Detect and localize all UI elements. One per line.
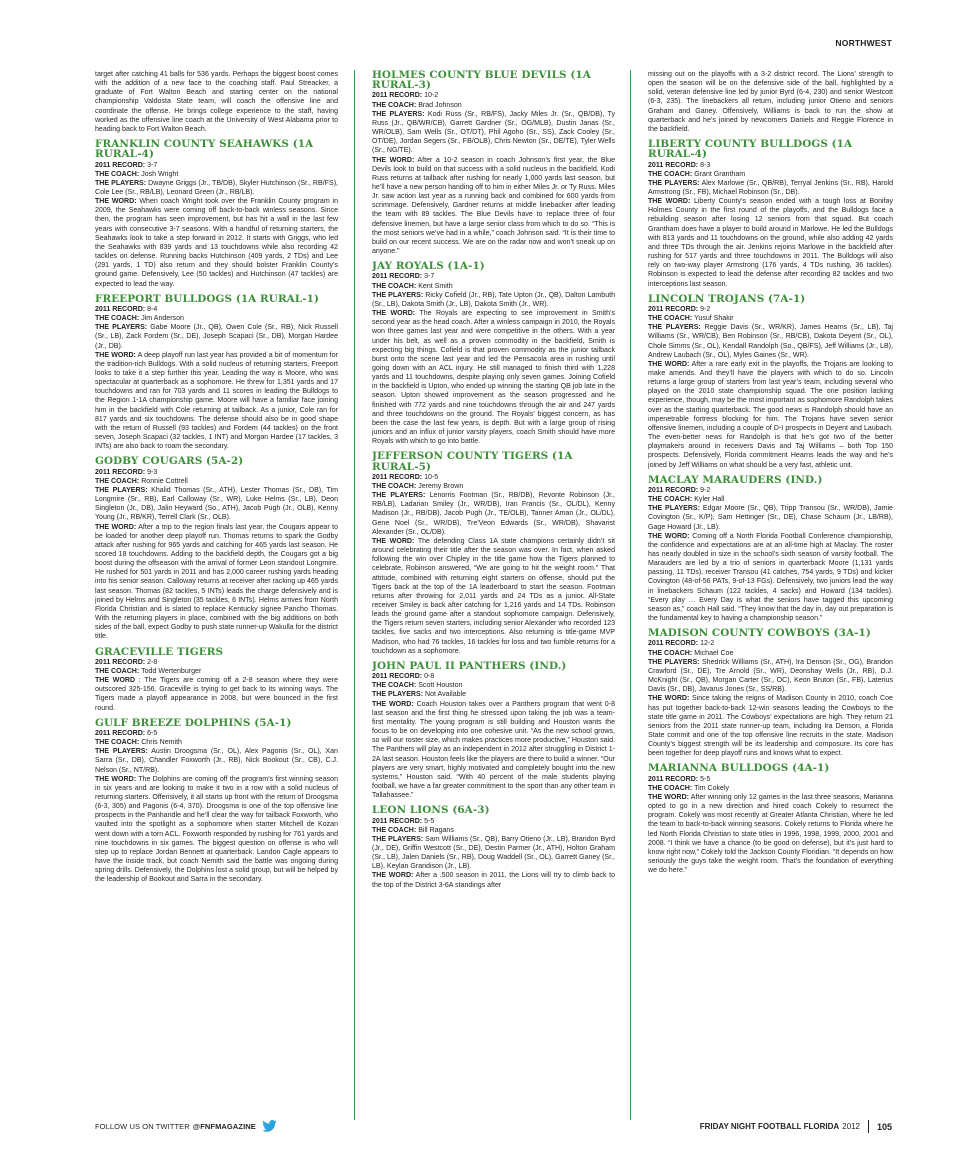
field-value: Kodi Russ (Sr., RB/FS), Jacky Miles Jr. (Sr., QB/DB), Ty Russ (Jr., QB/WR/CB), Garrett Gardner (Sr., OG/MLB), Dustin Janas (Sr., WR/OLB), Sam Wells (Sr., OT/DT), Phil Agoho (Sr., SS), Zack Cooley (Sr., OT/DE), Jordan Segers (Sr., FB/OLB), Chris Newton (Sr., DE/TE), Tyler Wells (Sr., NG/TE). xyxy=(372,110,615,155)
field-value: After a trip to the region finals last year, the Cougars appear to be loaded for another deep playoff run. Thomas returns to spark the Godby attack after rushing for 965 yards and catching for 465 yards last season. He scored 18 touchdowns. Adding to the backfield depth, the Cougars got a big boost during the offseason with the arrival of former Leon standout Longmire. He rushed for 501 yards in 2011 and has 2,000 career rushing yards heading into his senior season. Calloway returns at receiver after racking up 465 yards last season. Thomas (82 tackles, 5 INTs) leads the charge defensively and is joined by Helms and Singleton (35 tackles, 6 INTs). Helms arrives from North Florida Christian and is slated to replace Kentucky signee Pancho Thomas. With the returning players in place, combined with the big additions on both sides of the ball, expect Godby to push state runner-up Wakulla for the district title. xyxy=(95,523,338,641)
field-label: 2011 RECORD: xyxy=(95,468,146,476)
team-field xyxy=(95,314,338,323)
team-field xyxy=(648,504,893,531)
field-value: Khalid Thomas (Sr., ATH), Lester Thomas (Sr., DB), Tim Longmire (Sr., RB), Earl Calloway (Sr., WR), Luke Helms (Sr., LB), Deon Singleton (Jr., DB), Jalin Heyward (So., ATH), Jacob Pugh (Jr., OLB), Kenny Young (Jr., RB/KR), Terrell Clark (Sr., OLB). xyxy=(95,486,338,522)
field-label: THE PLAYERS: xyxy=(648,658,700,666)
field-value: 6-5 xyxy=(147,729,158,737)
field-label: 2011 RECORD: xyxy=(95,161,146,169)
team-preview xyxy=(372,451,615,656)
article-column-1 xyxy=(95,70,338,1118)
field-label: THE WORD: xyxy=(95,523,137,531)
column-divider xyxy=(630,70,631,1120)
field-value: Jim Anderson xyxy=(141,315,184,323)
field-label: THE COACH: xyxy=(648,315,693,323)
field-label: THE COACH: xyxy=(372,282,417,290)
team-field xyxy=(95,197,338,289)
team-field xyxy=(648,532,893,624)
team-preview xyxy=(95,139,338,289)
team-field xyxy=(372,835,615,872)
field-value: Bill Ragans xyxy=(418,826,454,834)
field-value: Austin Droogsma (Sr., OL), Alex Pagonis (Sr., OL), Xan Sarra (Sr., DB), Chandler Foxworth (Jr., RB), Nick Bookout (Sr., CB), C.J. Nelson (Sr., NT/RB). xyxy=(95,748,338,774)
team-field xyxy=(95,323,338,350)
field-label: THE PLAYERS: xyxy=(372,835,424,843)
field-label: 2011 RECORD: xyxy=(648,775,699,783)
field-value: 2-8 xyxy=(147,658,158,666)
field-value: Gabe Moore (Jr., QB), Owen Cole (Sr., RB), Nick Russell (Sr., LB), Zack Fordem (Sr., DE), Joseph Scapaci (Sr., DB), Morgan Hardee (Jr., DB). xyxy=(95,324,338,350)
magazine-name: FRIDAY NIGHT FOOTBALL FLORIDA xyxy=(699,1122,840,1131)
team-field xyxy=(372,272,615,281)
team-field xyxy=(648,197,893,289)
field-value: Since taking the reigns of Madison County in 2010, coach Coe has put together back-to-back 12-win seasons leading the Cowboys to the state title game in 2011. The Cowboys’ expectations are high. They return 21 seniors from the 2011 state runner-up team, including Ira Denson, a Florida State commit and one of the top offensive line recruits in the state. Madison County’s biggest strength will be its leadership and composure. Its core has been together for deep playoff runs and knows what to expect. xyxy=(648,695,893,758)
field-label: THE WORD: xyxy=(648,695,690,703)
field-value: After winning only 12 games in the last three seasons, Marianna opted to go in a new direction and hired coach Cokely to resurrect the program. Cokely was most recently at Greater Atlanta Christian, where he led the team to back-to-back winning seasons. Cokely returns to Florida where he led North Florida Christian to state titles in 1996, 1998, 1999, 2000, 2001 and 2008. “I think we have a chance (to be good on defense), but it’s just hard to know right now,” Cokely told the Jackson County Floridian. “It depends on how seriously the guys take the weight room. That’s the foundation of everything we do here.” xyxy=(648,794,893,875)
field-label: THE PLAYERS: xyxy=(95,486,148,494)
field-label: THE COACH: xyxy=(372,826,417,834)
field-value: When coach Wright took over the Franklin County program in 2009, the Seahawks were coming off back-to-back winless seasons. Since then, the program has seen improvement, but has hit a wall in the last few years with consecutive 3-7 seasons. With a handful of returning starters, the Seahawks look to take a step forward in 2012. It starts with Griggs, who led the Seahawks with 839 yards and 13 touchdowns while also recording 42 tackles on defense. Running backs Hutchinson (409 yards, 2 TDs) and Lee (291 yards, 1 TD) also return and they should bolster Franklin County’s ground game. Defensively, Lee (50 tackles) and Hutchinson (47 tackles) are expected to lead the way. xyxy=(95,198,338,288)
team-heading: JOHN PAUL II PANTHERS (IND.) xyxy=(372,659,567,672)
team-preview xyxy=(648,475,893,624)
team-field xyxy=(648,486,893,495)
field-label: 2011 RECORD: xyxy=(372,473,423,481)
page-footer xyxy=(700,1120,892,1133)
team-field xyxy=(648,793,893,875)
article-column-3 xyxy=(648,70,893,1118)
twitter-bird-icon xyxy=(262,1120,277,1132)
team-preview xyxy=(648,628,893,758)
field-value: Scott Houston xyxy=(418,682,463,690)
field-label: THE WORD: xyxy=(648,794,689,801)
page-number: 105 xyxy=(876,1121,892,1132)
team-preview xyxy=(95,294,338,452)
field-value: The Royals are expecting to see improvement in Smith’s second year as the head coach. After a winless campaign in 2010, the Royals won three games last year and were competitive in the others. With a year under his belt, as well as a proven commodity in the backfield, Smith is expecting big things. Cofield is that proven commodity as the junior tailback burst onto the scene last year and led the Pensacola area in rushing until going down with an ACL injury. He still managed to finish third with 1,228 yards and 11 touchdowns, despite playing only seven games. Joining Cofield in the backfield is Upton, who ended up winning the starting QB job late in the season. Upton showed improvement as the season progressed and he finished with 772 yards and nine touchdowns through the air and 247 yards and three touchdowns on the ground. The Royals’ biggest concern, as has been the case the last few years, is depth. But with a large group of rising juniors and an influx of junior varsity players, coach Smith should have more Royals with which to go into battle. xyxy=(372,310,615,446)
field-value: Coming off a North Florida Football Conference championship, the confidence and expectations are at an all-time high at Maclay. The roster has nearly doubled in size in the school’s sixth season of varsity football. The Marauders are led by a trio of seniors in quarterback Moore (1,131 yards passing, 11 TDs), receiver Transou (41 catches, 754 yards, 9 TDs) and kicker Covington (48-of-56 PATs, 9-of-13 FGs). Defensively, two juniors lead the way in linebackers Schaum (122 tackles, 4 sacks) and Howard (134 tackles). “Every play … Every Day is what the seniors have tagged this upcoming season as,” coach Hall said. “They know that the day in, day out preparation is the fundamental key to having a championship season.” xyxy=(648,532,893,623)
twitter-promo xyxy=(95,1120,277,1132)
team-heading: LEON LIONS (6A-3) xyxy=(372,804,490,817)
field-value: Lenorris Footman (Sr., RB/DB), Revonte Robinson (Jr., RB/LB), Ladarian Smiley (Jr., WR/DB), Iran Francis (Sr., OL/DL), Kenny Madison (Jr., RB/DB), Jacob Pugh (Jr., TE/OLB), Tanner Aman (Jr., OL/DL), Gene Noel (Sr., WR/DB), Tre’Veon Edwards (Sr., WR/DB), Shavarist Alexander (Sr., OL/DB). xyxy=(372,492,615,536)
team-preview xyxy=(372,261,615,446)
team-field xyxy=(95,738,338,747)
team-field xyxy=(648,784,893,793)
field-label: THE COACH: xyxy=(648,784,693,792)
field-label: THE WORD: xyxy=(372,156,415,164)
field-label: THE WORD xyxy=(95,677,136,685)
field-label: THE COACH: xyxy=(372,682,417,690)
team-field xyxy=(95,351,338,452)
field-label: THE WORD: xyxy=(372,700,414,708)
team-field xyxy=(372,473,615,482)
field-label: THE WORD: xyxy=(372,537,415,545)
field-label: THE COACH: xyxy=(648,170,693,178)
field-label: 2011 RECORD: xyxy=(648,486,699,494)
team-field xyxy=(95,305,338,314)
field-label: THE PLAYERS: xyxy=(95,324,148,332)
team-preview xyxy=(95,718,338,885)
field-value: Reggie Davis (Sr., WR/KR), James Hearns (Sr., LB), Taj Williams (Sr., WR/CB), Ben Robinson (Sr., RB/CB), Dakota Deyent (Sr., OL), Chole Simms (Sr., OL), Kendall Randolph (So., QB/FS), Jeff Williams (Jr., LB), Andrew Laubach (Sr., OL), Myles Gaines (Sr., WR). xyxy=(648,324,893,359)
team-field xyxy=(372,110,615,156)
field-label: 2011 RECORD: xyxy=(648,305,699,313)
field-label: THE COACH: xyxy=(648,649,693,657)
team-field xyxy=(95,747,338,774)
field-value: Alex Marlowe (Sr., QB/RB), Terryal Jenkins (Sr., RB), Harold Armstrong (Sr., FB), Michael Robinson (Sr., DB). xyxy=(648,179,893,196)
field-label: THE PLAYERS: xyxy=(648,179,700,187)
team-field xyxy=(95,468,338,477)
team-field xyxy=(648,775,893,784)
field-value: 9-2 xyxy=(700,305,711,313)
team-heading: JEFFERSON COUNTY TIGERS (1A RURAL-5) xyxy=(372,450,573,473)
field-value: Edgar Moore (Sr., QB), Tripp Transou (Sr., WR/DB), Jamie Covington (Sr., K/P), Sam Hettinger (Sr., DE), Chase Schaum (Jr., LB/RB), Gage Howard (Jr., LB). xyxy=(648,505,893,531)
field-value: Tim Cokely xyxy=(694,784,730,792)
team-heading: GULF BREEZE DOLPHINS (5A-1) xyxy=(95,716,292,729)
field-value: : The Tigers are coming off a 2-8 season where they were outscored 325-156. Graceville is trying to get back to its winning ways. The Tigers made a playoff appearance in 2008, but were bounced in the first round. xyxy=(95,677,338,712)
team-heading: HOLMES COUNTY BLUE DEVILS (1A RURAL-3) xyxy=(372,70,591,92)
field-value: Shedrick Williams (Sr., ATH), Ira Denson (Sr., OG), Brandon Crawford (Sr., DE), Tre Arnold (Sr., WR), Deonshay Wells (Jr., RB), D.J. McKnight (Sr., QB), Morgan Carter (Sr., OC), Keon Bruton (Sr., FB), Laterius Davis (Sr., DB), Javarus Jones (Sr., SS/RB). xyxy=(648,658,893,694)
field-label: THE WORD: xyxy=(372,310,416,318)
team-field xyxy=(95,486,338,523)
team-preview xyxy=(95,647,338,713)
field-label: THE WORD: xyxy=(95,198,137,206)
team-field xyxy=(95,667,338,676)
field-value: Kent Smith xyxy=(418,282,453,290)
field-label: THE WORD: xyxy=(648,532,690,540)
team-field xyxy=(372,871,615,889)
field-value: 9-2 xyxy=(700,486,711,494)
team-field xyxy=(372,309,615,446)
field-value: Grant Grantham xyxy=(694,170,746,178)
article-column-2 xyxy=(372,70,615,1118)
field-value: Coach Houston takes over a Panthers program that went 0-8 last season and the first thing he stressed upon taking the job was a team-first mentality. The young program is still building and Houston wants the focus to be on developing into one cohesive unit. “As the new school grows, so will our roster size, which makes practices more productive,” Houston said. The Panthers will play as an independent in 2012 after struggling in District 1-2A last season. Houston feels like the players are there to build a winner. “Our players are very smart, highly motivated and completely bought into the new systems,” Houston said. “With 40 percent of the male students playing football, we have a far greater commitment to the sport than any other team in Tallahassee.” xyxy=(372,700,615,800)
team-field xyxy=(372,690,615,699)
field-label: THE WORD: xyxy=(95,775,137,783)
field-value: Jeremy Brown xyxy=(418,482,464,490)
team-heading: FRANKLIN COUNTY SEAHAWKS (1A RURAL-4) xyxy=(95,138,314,161)
field-label: THE WORD: xyxy=(648,198,691,206)
team-field xyxy=(648,495,893,504)
footer-divider xyxy=(868,1120,869,1133)
field-value: After a .500 season in 2011, the Lions will try to climb back to the top of the District 3-6A standings after xyxy=(372,872,615,889)
field-value: Todd Wertenburger xyxy=(141,667,202,675)
team-field xyxy=(372,826,615,835)
field-value: Kyler Hall xyxy=(694,496,725,504)
team-preview xyxy=(648,139,893,289)
column-divider xyxy=(354,70,355,1120)
team-field xyxy=(372,700,615,801)
article-continuation xyxy=(95,70,338,134)
team-field xyxy=(95,170,338,179)
team-heading: GODBY COUGARS (5A-2) xyxy=(95,455,244,468)
team-field xyxy=(372,537,615,656)
team-field xyxy=(95,729,338,738)
field-label: THE PLAYERS: xyxy=(372,691,424,699)
team-heading: MADISON COUNTY COWBOYS (3A-1) xyxy=(648,627,871,640)
field-value: 8-3 xyxy=(700,161,711,169)
field-value: Not Available xyxy=(425,691,467,699)
team-heading: MARIANNA BULLDOGS (4A-1) xyxy=(648,762,830,775)
twitter-handle[interactable]: @FNFMAGAZINE xyxy=(192,1121,256,1131)
team-field xyxy=(648,639,893,648)
team-field xyxy=(95,477,338,486)
team-field xyxy=(648,170,893,179)
team-field xyxy=(372,101,615,110)
field-value: Ricky Cofield (Jr., RB), Tate Upton (Jr., QB), Dalton Lambuth (Sr., LB), Dakota Smith (Jr., LB), Dakota Smith (Jr., WR). xyxy=(372,291,615,308)
article-continuation xyxy=(648,70,893,134)
field-label: THE COACH: xyxy=(95,667,140,675)
field-value: 8-4 xyxy=(147,305,158,313)
team-field xyxy=(648,649,893,658)
field-label: THE COACH: xyxy=(648,496,693,504)
team-heading: JAY ROYALS (1A-1) xyxy=(372,260,485,273)
team-field xyxy=(648,305,893,314)
team-field xyxy=(648,360,893,470)
team-heading: LINCOLN TROJANS (7A-1) xyxy=(648,292,806,305)
field-label: 2011 RECORD: xyxy=(372,273,423,281)
field-value: Michael Coe xyxy=(694,649,734,657)
field-value: 9-3 xyxy=(147,468,158,476)
team-preview xyxy=(372,805,615,889)
team-field xyxy=(372,291,615,309)
team-field xyxy=(95,658,338,667)
section-label: NORTHWEST xyxy=(835,38,892,48)
field-value: After a 10-2 season in coach Johnson’s first year, the Blue Devils look to build on that success with a solid nucleus in the backfield. Kodi Russ returns at tailback after rushing for nearly 1,000 yards last season, but he’ll have a new person handing off to him in either Miles Jr. or Ty Russ. Miles Jr. saw action last year as a running back and combined for 600 yards from scrimmage. Defensively, Gardner returns at middle linebacker after leading the team with 89 tackles. The Blue Devils have to replace three of four defensive linemen, but have a large senior class from which to do so. “This is the most seniors we’ve had in a while,” coach Johnson said. “It is their time to build on our recent success. We are on the radar now and won’t sneak up on anyone.” xyxy=(372,156,615,256)
team-heading: LIBERTY COUNTY BULLDOGS (1A RURAL-4) xyxy=(648,138,853,161)
team-field xyxy=(95,676,338,713)
field-value: 0-8 xyxy=(424,673,435,681)
field-label: THE PLAYERS: xyxy=(648,505,700,513)
field-label: THE PLAYERS: xyxy=(372,110,425,118)
field-label: THE COACH: xyxy=(372,482,417,490)
field-label: 2011 RECORD: xyxy=(95,305,146,313)
field-label: THE PLAYERS: xyxy=(372,492,426,500)
field-value: A deep playoff run last year has provided a bit of momentum for the tradition-rich Bulldogs. With a solid nucleus of returning starters, Freeport looks to take it a step further this year. Leading the way is Moore, who was spectacular at quarterback as a sophomore. He threw for 1,351 yards and 17 touchdowns and ran for 703 yards and 11 scores in leading the Bulldogs to the Region 1-1A championship game. Moore will have a familiar face joining him in the backfield with Cole returning at tailback. As a junior, Cole ran for 817 yards and six touchdowns. The defense should also be in good shape with the return of Russell (93 tackles) and Fordem (44 tackles) on the front seven, Joseph Scapaci (32 tackles, 1 INT) and Morgan Hardee (17 tackles, 3 INTs) are also back to roam the secondary. xyxy=(95,351,338,451)
follow-text: FOLLOW US ON TWITTER xyxy=(95,1121,190,1131)
field-label: 2011 RECORD: xyxy=(648,640,699,648)
field-value: Chris Nemith xyxy=(141,739,182,747)
team-field xyxy=(648,658,893,695)
team-heading: GRACEVILLE TIGERS xyxy=(95,645,224,658)
field-label: THE WORD: xyxy=(372,872,414,880)
team-field xyxy=(372,681,615,690)
team-field xyxy=(372,672,615,681)
field-label: 2011 RECORD: xyxy=(648,161,699,169)
team-field xyxy=(95,523,338,642)
team-preview xyxy=(372,70,615,256)
field-label: 2011 RECORD: xyxy=(95,658,146,666)
field-value: 3-7 xyxy=(147,161,158,169)
field-label: THE PLAYERS: xyxy=(648,324,701,332)
team-preview xyxy=(372,661,615,800)
field-label: 2011 RECORD: xyxy=(372,817,423,825)
team-field xyxy=(372,91,615,100)
field-label: THE COACH: xyxy=(95,170,140,178)
field-label: THE PLAYERS: xyxy=(95,748,148,756)
team-field xyxy=(372,817,615,826)
field-value: 5-5 xyxy=(424,817,435,825)
body-text: missing out on the playoffs with a 3-2 district record. The Lions’ strength to open the season will be on the defensive side of the ball, highlighted by a solid, veteran defensive line led by junior Byrd (6-4, 230) and senior Westcott (6-3, 235). The linebackers all return, including junior Otieno and seniors Graham and Ganey. Offensively, Williams is back to run the show at quarterback and he’s joined by newcomers Daniels and Reggie Florence in the backfield. xyxy=(648,71,893,133)
body-text: target after catching 41 balls for 536 yards. Perhaps the biggest boost comes with the addition of a new face to the coaching staff. Paul Streacker, a graduate of Fort Walton Beach and starting center on the national championship Valdosta State team, will coach the offensive line and coordinate the offense. He brings college experience to the staff, having worked as the offensive line coach at the University of West Alabama prior to heading back to Fort Walton Beach. xyxy=(95,71,338,133)
field-label: THE COACH: xyxy=(372,101,417,109)
field-label: 2011 RECORD: xyxy=(95,729,146,737)
field-value: Liberty County’s season ended with a tough loss at Bonifay Holmes County in the first round of the playoffs, and the Bulldogs face a rebuilding season after losing 12 seniors from that squad. But coach Grantham does have a player to build around in Marlowe. He led the Bulldogs with 813 yards and 11 touchdowns on the ground, while also adding 42 yards and three TDs through the air. Jenkins rejoins Marlowe in the backfield after rushing for 517 yards and three touchdowns in 2011. The Bulldogs will also rely on two-way player Armstrong (176 yards, 4 TDs rushing, 36 tackles). Robinson is expected to lead the defense after recording 82 tackles and two interceptions last season. xyxy=(648,198,893,288)
field-label: THE PLAYERS: xyxy=(95,179,147,187)
field-value: Yusuf Shakir xyxy=(694,315,734,323)
team-field xyxy=(372,282,615,291)
field-value: 5-5 xyxy=(700,775,711,783)
team-preview xyxy=(648,294,893,470)
issue-year: 2012 xyxy=(842,1122,860,1131)
team-field xyxy=(95,161,338,170)
field-label: 2011 RECORD: xyxy=(372,92,423,100)
field-value: 12-2 xyxy=(700,640,715,648)
team-heading: FREEPORT BULLDOGS (1A RURAL-1) xyxy=(95,292,320,305)
team-field xyxy=(648,323,893,360)
field-label: THE COACH: xyxy=(95,477,140,485)
field-label: THE COACH: xyxy=(95,315,140,323)
field-value: Dwayne Griggs (Jr., TB/DB), Skyler Hutchinson (Sr., RB/FS), Cole Lee (Sr., RB/LB), Leonard Green (Jr., RB/LB). xyxy=(95,179,338,196)
team-preview xyxy=(95,456,338,641)
field-value: After a rare early exit in the playoffs, the Trojans are looking to make amends. And they’ll have the players with which to do so. Lincoln returns a large group of starters from last year’s team, including several who played on the 2010 state championship squad. The one position lacking experience, though, may be the most important as sophomore Randolph takes over as the starting quarterback. The good news is Randolph should have an impenetrable fortress blocking for him. The Trojans have seven senior offensive linemen, including a couple of D-I prospects in Deyent and Laubach. The even-better news for Randolph is that he’s got two of the better playmakers around in receivers Davis and Taj Williams – both Top 150 prospects. Defensively, Florida commitment Hearns leads the way and he’s joined by Jeff Williams on what should be a very fast, athletic unit. xyxy=(648,360,893,469)
field-value: Josh Wright xyxy=(141,170,179,178)
team-heading: MACLAY MARAUDERS (IND.) xyxy=(648,473,823,486)
field-label: 2011 RECORD: xyxy=(372,673,423,681)
team-field xyxy=(648,161,893,170)
field-label: THE COACH: xyxy=(95,739,140,747)
team-field xyxy=(648,179,893,197)
field-value: Brad Johnson xyxy=(418,101,462,109)
team-field xyxy=(95,775,338,885)
field-value: 10-2 xyxy=(424,92,439,100)
team-field xyxy=(648,694,893,758)
field-value: Sam Williams (Sr., QB), Barry Otieno (Jr., LB), Brandon Byrd (Jr., DE), Griffin Westcott (Sr., DE), Destin Parmer (Jr., ATH), Holton Graham (Sr., LB), Jalen Daniels (Sr., RB), Doug Waddell (Sr., OL), Garrett Ganey (Sr., LB), Keylan Grandison (Jr., LB). xyxy=(372,835,615,871)
team-preview xyxy=(648,763,893,875)
field-value: The defending Class 1A state champions certainly didn’t sit around celebrating their title after the season was over. In fact, when asked following the win over Chipley in the title game how the Tigers planned to celebrate, Robinson answered, “We are going to hit the weight room.” That attitude, combined with returning eight starters on offense, should put the Tigers back at the top of the 1A leaderboard to start the season. Footman returns after throwing for 2,011 yards and 24 TDs as a junior. All-State receiver Smiley is back after catching for 1,216 yards and 14 TDs. Robinson leads the ground game after a standout sophomore campaign. Defensively, the Tigers return seven starters, including senior Alexander who recorded 123 tackles, five sacks and two interceptions. Also returning is title-game MVP Madison, who had 76 tackles, 16 tackles for loss and two fumble returns for a touchdown as a sophomore. xyxy=(372,537,615,655)
field-value: 3-7 xyxy=(424,273,435,281)
team-field xyxy=(372,491,615,537)
field-label: THE WORD: xyxy=(95,351,136,359)
field-value: 10-5 xyxy=(424,473,439,481)
team-field xyxy=(372,156,615,257)
field-label: THE WORD: xyxy=(648,360,690,368)
team-field xyxy=(648,314,893,323)
field-value: Ronnie Cottrell xyxy=(141,477,188,485)
team-field xyxy=(95,179,338,197)
team-field xyxy=(372,482,615,491)
field-value: The Dolphins are coming off the program’s first winning season in six years and are looking to make it two in a row with a solid nucleus of returning starters. Offensively, it all starts up front with the return of Droogsma (6-3, 305) and Pagonis (6-4, 370). Droogsma is one of the top offensive line prospects in the Panhandle and he’ll clear the way for tailback Foxworth, who vaulted into the spotlight as a sophomore when starter Mitchell de Kozan went down with a torn ACL. Foxworth responded by rushing for 761 yards and nine touchdowns in six games. The biggest question on offense is who will step up to replace Jordan Bennett at quarterback. Landon Cagle appears to have the inside track, but coach Nemith said the battle was ongoing during spring drills. Defensively, the Dolphins lost a solid group, but will be helped by the leadership of Bookout and Sarra in the secondary. xyxy=(95,775,338,884)
field-label: THE PLAYERS: xyxy=(372,291,424,299)
